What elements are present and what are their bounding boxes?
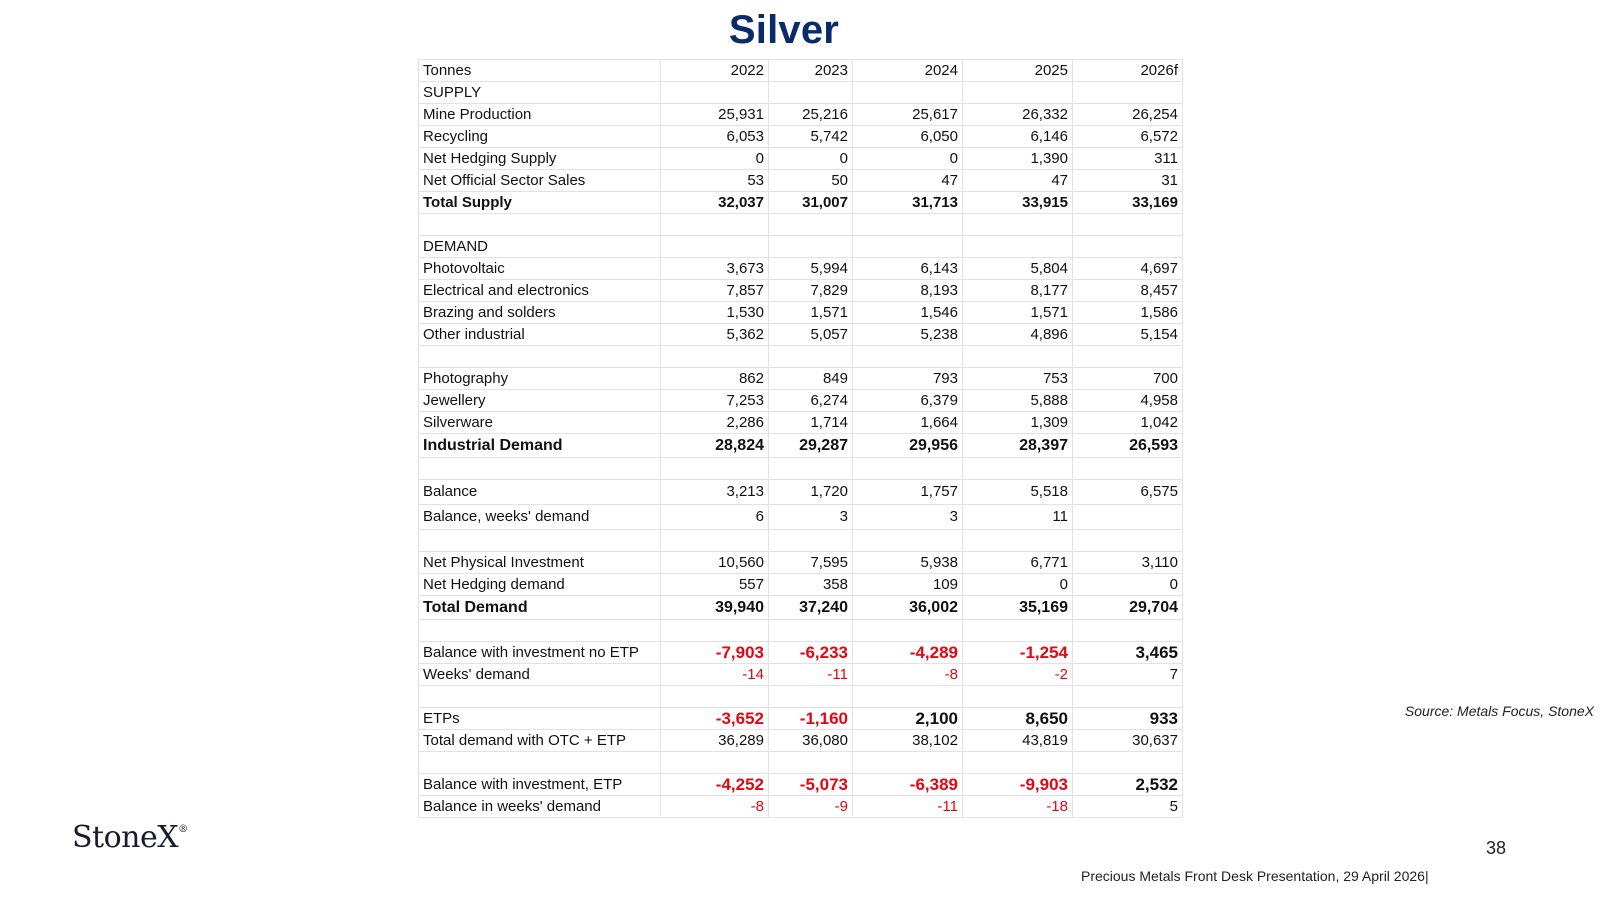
row-label: Electrical and electronics xyxy=(419,280,661,302)
row-label: Brazing and solders xyxy=(419,302,661,324)
value-cell xyxy=(769,346,853,368)
value-cell: 0 xyxy=(963,574,1073,596)
value-cell: 26,593 xyxy=(1073,434,1183,458)
value-cell xyxy=(769,236,853,258)
header-year-cell: 2026f xyxy=(1073,60,1183,82)
row-label: Net Official Sector Sales xyxy=(419,170,661,192)
value-cell: 3 xyxy=(769,505,853,530)
value-cell xyxy=(853,686,963,708)
value-cell: 6,575 xyxy=(1073,480,1183,505)
value-cell: 862 xyxy=(661,368,769,390)
spacer-row xyxy=(419,530,1183,552)
row-label: Balance with investment, ETP xyxy=(419,774,661,796)
value-cell: 5,938 xyxy=(853,552,963,574)
value-cell: 47 xyxy=(963,170,1073,192)
value-cell: 849 xyxy=(769,368,853,390)
value-cell: 26,254 xyxy=(1073,104,1183,126)
value-cell xyxy=(853,620,963,642)
row-label xyxy=(419,214,661,236)
value-cell: 26,332 xyxy=(963,104,1073,126)
value-cell xyxy=(853,752,963,774)
value-cell xyxy=(1073,752,1183,774)
value-cell: 311 xyxy=(1073,148,1183,170)
value-cell xyxy=(1073,620,1183,642)
value-cell: 25,617 xyxy=(853,104,963,126)
value-cell xyxy=(661,752,769,774)
value-cell: 6,274 xyxy=(769,390,853,412)
value-cell xyxy=(661,620,769,642)
value-cell: 36,002 xyxy=(853,596,963,620)
value-cell: 3,110 xyxy=(1073,552,1183,574)
row-label xyxy=(419,458,661,480)
value-cell: 39,940 xyxy=(661,596,769,620)
row-label: Total Demand xyxy=(419,596,661,620)
value-cell: -18 xyxy=(963,796,1073,818)
row-label: Silverware xyxy=(419,412,661,434)
value-cell: 36,080 xyxy=(769,730,853,752)
value-cell: -6,389 xyxy=(853,774,963,796)
value-cell xyxy=(769,214,853,236)
row-label: Total Supply xyxy=(419,192,661,214)
value-cell: 5,057 xyxy=(769,324,853,346)
value-cell: -2 xyxy=(963,664,1073,686)
value-cell: -9 xyxy=(769,796,853,818)
header-year-cell: 2023 xyxy=(769,60,853,82)
value-cell: -8 xyxy=(853,664,963,686)
value-cell: 5,154 xyxy=(1073,324,1183,346)
value-cell: 1,546 xyxy=(853,302,963,324)
value-cell: 358 xyxy=(769,574,853,596)
row-label: Photovoltaic xyxy=(419,258,661,280)
spacer-row xyxy=(419,214,1183,236)
value-cell: 8,650 xyxy=(963,708,1073,730)
value-cell: 6,143 xyxy=(853,258,963,280)
value-cell xyxy=(1073,458,1183,480)
value-cell: 6,379 xyxy=(853,390,963,412)
table-row xyxy=(419,552,1183,574)
value-cell: 1,714 xyxy=(769,412,853,434)
row-label: Balance in weeks' demand xyxy=(419,796,661,818)
value-cell: 5,804 xyxy=(963,258,1073,280)
value-cell: -1,160 xyxy=(769,708,853,730)
row-label xyxy=(419,346,661,368)
value-cell: 7,253 xyxy=(661,390,769,412)
value-cell: 28,397 xyxy=(963,434,1073,458)
table-row xyxy=(419,170,1183,192)
value-cell: 1,530 xyxy=(661,302,769,324)
value-cell xyxy=(963,530,1073,552)
value-cell: 31 xyxy=(1073,170,1183,192)
value-cell: 6,050 xyxy=(853,126,963,148)
value-cell: 6,146 xyxy=(963,126,1073,148)
value-cell xyxy=(853,236,963,258)
row-label: Recycling xyxy=(419,126,661,148)
value-cell: 1,571 xyxy=(769,302,853,324)
footer-text: Precious Metals Front Desk Presentation, 29 April 2026| xyxy=(1081,868,1429,884)
table-row xyxy=(419,774,1183,796)
value-cell: 29,704 xyxy=(1073,596,1183,620)
row-label: ETPs xyxy=(419,708,661,730)
table-row xyxy=(419,280,1183,302)
table-row xyxy=(419,126,1183,148)
table-row xyxy=(419,258,1183,280)
row-label: Industrial Demand xyxy=(419,434,661,458)
value-cell: 30,637 xyxy=(1073,730,1183,752)
row-label: DEMAND xyxy=(419,236,661,258)
value-cell xyxy=(661,214,769,236)
table-row xyxy=(419,104,1183,126)
table-row xyxy=(419,368,1183,390)
value-cell xyxy=(769,620,853,642)
value-cell: 33,915 xyxy=(963,192,1073,214)
value-cell: 1,586 xyxy=(1073,302,1183,324)
value-cell xyxy=(1073,505,1183,530)
table-row xyxy=(419,664,1183,686)
value-cell: 43,819 xyxy=(963,730,1073,752)
value-cell: -14 xyxy=(661,664,769,686)
value-cell: 38,102 xyxy=(853,730,963,752)
value-cell: -11 xyxy=(769,664,853,686)
slide-title: Silver xyxy=(728,8,840,52)
row-label: Net Hedging demand xyxy=(419,574,661,596)
row-label xyxy=(419,530,661,552)
table-header-row xyxy=(419,60,1183,82)
value-cell: 0 xyxy=(853,148,963,170)
table-row xyxy=(419,412,1183,434)
value-cell xyxy=(963,620,1073,642)
value-cell xyxy=(963,82,1073,104)
value-cell: 25,931 xyxy=(661,104,769,126)
value-cell xyxy=(963,346,1073,368)
value-cell: 5,742 xyxy=(769,126,853,148)
value-cell: -4,252 xyxy=(661,774,769,796)
value-cell: 109 xyxy=(853,574,963,596)
value-cell: 5 xyxy=(1073,796,1183,818)
value-cell: 10,560 xyxy=(661,552,769,574)
value-cell xyxy=(853,82,963,104)
value-cell xyxy=(963,686,1073,708)
value-cell: 2,532 xyxy=(1073,774,1183,796)
spacer-row xyxy=(419,620,1183,642)
value-cell: 5,888 xyxy=(963,390,1073,412)
value-cell: 37,240 xyxy=(769,596,853,620)
value-cell: -9,903 xyxy=(963,774,1073,796)
value-cell xyxy=(1073,214,1183,236)
page-number: 38 xyxy=(1486,838,1507,858)
header-year-cell: 2022 xyxy=(661,60,769,82)
header-unit-cell: Tonnes xyxy=(419,60,661,82)
row-label: Other industrial xyxy=(419,324,661,346)
value-cell: 2,286 xyxy=(661,412,769,434)
table-row xyxy=(419,236,1183,258)
value-cell xyxy=(661,530,769,552)
value-cell: 5,362 xyxy=(661,324,769,346)
value-cell: 793 xyxy=(853,368,963,390)
value-cell: 6,572 xyxy=(1073,126,1183,148)
table-row xyxy=(419,796,1183,818)
table-row xyxy=(419,574,1183,596)
row-label: Balance with investment no ETP xyxy=(419,642,661,664)
value-cell: 8,193 xyxy=(853,280,963,302)
row-label: Net Physical Investment xyxy=(419,552,661,574)
table-row xyxy=(419,480,1183,505)
value-cell: -4,289 xyxy=(853,642,963,664)
row-label: Balance, weeks' demand xyxy=(419,505,661,530)
value-cell xyxy=(661,236,769,258)
row-label: Net Hedging Supply xyxy=(419,148,661,170)
value-cell: 6,771 xyxy=(963,552,1073,574)
row-label xyxy=(419,686,661,708)
table-row xyxy=(419,596,1183,620)
value-cell: -11 xyxy=(853,796,963,818)
value-cell: 36,289 xyxy=(661,730,769,752)
header-year-cell: 2025 xyxy=(963,60,1073,82)
value-cell: 4,896 xyxy=(963,324,1073,346)
value-cell: -3,652 xyxy=(661,708,769,730)
value-cell: -7,903 xyxy=(661,642,769,664)
value-cell: 4,958 xyxy=(1073,390,1183,412)
table-row xyxy=(419,434,1183,458)
table-row xyxy=(419,82,1183,104)
value-cell: 7,829 xyxy=(769,280,853,302)
value-cell: 8,177 xyxy=(963,280,1073,302)
value-cell: 5,518 xyxy=(963,480,1073,505)
value-cell: 1,664 xyxy=(853,412,963,434)
row-label xyxy=(419,752,661,774)
stonex-logo: StoneX® xyxy=(72,820,188,855)
row-label: SUPPLY xyxy=(419,82,661,104)
spacer-row xyxy=(419,686,1183,708)
value-cell: 0 xyxy=(1073,574,1183,596)
value-cell: -8 xyxy=(661,796,769,818)
table-row xyxy=(419,708,1183,730)
value-cell: 11 xyxy=(963,505,1073,530)
value-cell xyxy=(963,752,1073,774)
value-cell xyxy=(769,82,853,104)
value-cell: 3 xyxy=(853,505,963,530)
value-cell: 5,238 xyxy=(853,324,963,346)
value-cell: 53 xyxy=(661,170,769,192)
table-row xyxy=(419,730,1183,752)
table-row xyxy=(419,642,1183,664)
value-cell xyxy=(1073,346,1183,368)
value-cell: 700 xyxy=(1073,368,1183,390)
value-cell: 7,857 xyxy=(661,280,769,302)
source-note: Source: Metals Focus, StoneX xyxy=(1404,703,1594,719)
value-cell: 1,571 xyxy=(963,302,1073,324)
spacer-row xyxy=(419,458,1183,480)
value-cell: 557 xyxy=(661,574,769,596)
value-cell xyxy=(1073,82,1183,104)
value-cell: 1,042 xyxy=(1073,412,1183,434)
table-row xyxy=(419,148,1183,170)
value-cell xyxy=(1073,236,1183,258)
value-cell xyxy=(769,686,853,708)
value-cell: 32,037 xyxy=(661,192,769,214)
row-label: Mine Production xyxy=(419,104,661,126)
value-cell: 29,287 xyxy=(769,434,853,458)
value-cell: -6,233 xyxy=(769,642,853,664)
value-cell: 6 xyxy=(661,505,769,530)
value-cell xyxy=(1073,686,1183,708)
value-cell: 47 xyxy=(853,170,963,192)
value-cell xyxy=(661,686,769,708)
value-cell: 0 xyxy=(769,148,853,170)
value-cell xyxy=(853,530,963,552)
value-cell xyxy=(963,458,1073,480)
value-cell: 50 xyxy=(769,170,853,192)
value-cell: -5,073 xyxy=(769,774,853,796)
value-cell: 5,994 xyxy=(769,258,853,280)
value-cell: 4,697 xyxy=(1073,258,1183,280)
value-cell xyxy=(661,82,769,104)
value-cell: 2,100 xyxy=(853,708,963,730)
value-cell: 3,213 xyxy=(661,480,769,505)
value-cell: 0 xyxy=(661,148,769,170)
value-cell: 7 xyxy=(1073,664,1183,686)
row-label: Balance xyxy=(419,480,661,505)
value-cell: 1,309 xyxy=(963,412,1073,434)
value-cell: 25,216 xyxy=(769,104,853,126)
value-cell xyxy=(853,214,963,236)
spacer-row xyxy=(419,752,1183,774)
row-label: Jewellery xyxy=(419,390,661,412)
header-year-cell: 2024 xyxy=(853,60,963,82)
value-cell xyxy=(853,458,963,480)
value-cell: 7,595 xyxy=(769,552,853,574)
value-cell: 28,824 xyxy=(661,434,769,458)
table-row xyxy=(419,324,1183,346)
spacer-row xyxy=(419,346,1183,368)
row-label: Weeks' demand xyxy=(419,664,661,686)
value-cell xyxy=(853,346,963,368)
value-cell: 8,457 xyxy=(1073,280,1183,302)
value-cell xyxy=(769,458,853,480)
value-cell xyxy=(661,346,769,368)
value-cell: 33,169 xyxy=(1073,192,1183,214)
value-cell xyxy=(769,752,853,774)
row-label xyxy=(419,620,661,642)
value-cell xyxy=(769,530,853,552)
value-cell: 933 xyxy=(1073,708,1183,730)
value-cell: 35,169 xyxy=(963,596,1073,620)
table-row xyxy=(419,192,1183,214)
value-cell: 6,053 xyxy=(661,126,769,148)
value-cell xyxy=(1073,530,1183,552)
value-cell: 3,673 xyxy=(661,258,769,280)
value-cell: -1,254 xyxy=(963,642,1073,664)
row-label: Photography xyxy=(419,368,661,390)
value-cell: 1,720 xyxy=(769,480,853,505)
value-cell: 3,465 xyxy=(1073,642,1183,664)
row-label: Total demand with OTC + ETP xyxy=(419,730,661,752)
value-cell: 29,956 xyxy=(853,434,963,458)
value-cell: 31,713 xyxy=(853,192,963,214)
value-cell: 1,390 xyxy=(963,148,1073,170)
value-cell: 1,757 xyxy=(853,480,963,505)
table-row xyxy=(419,302,1183,324)
value-cell xyxy=(963,214,1073,236)
value-cell: 31,007 xyxy=(769,192,853,214)
table-row xyxy=(419,505,1183,530)
supply-demand-table xyxy=(418,59,1183,818)
value-cell xyxy=(661,458,769,480)
table-row xyxy=(419,390,1183,412)
value-cell: 753 xyxy=(963,368,1073,390)
value-cell xyxy=(963,236,1073,258)
